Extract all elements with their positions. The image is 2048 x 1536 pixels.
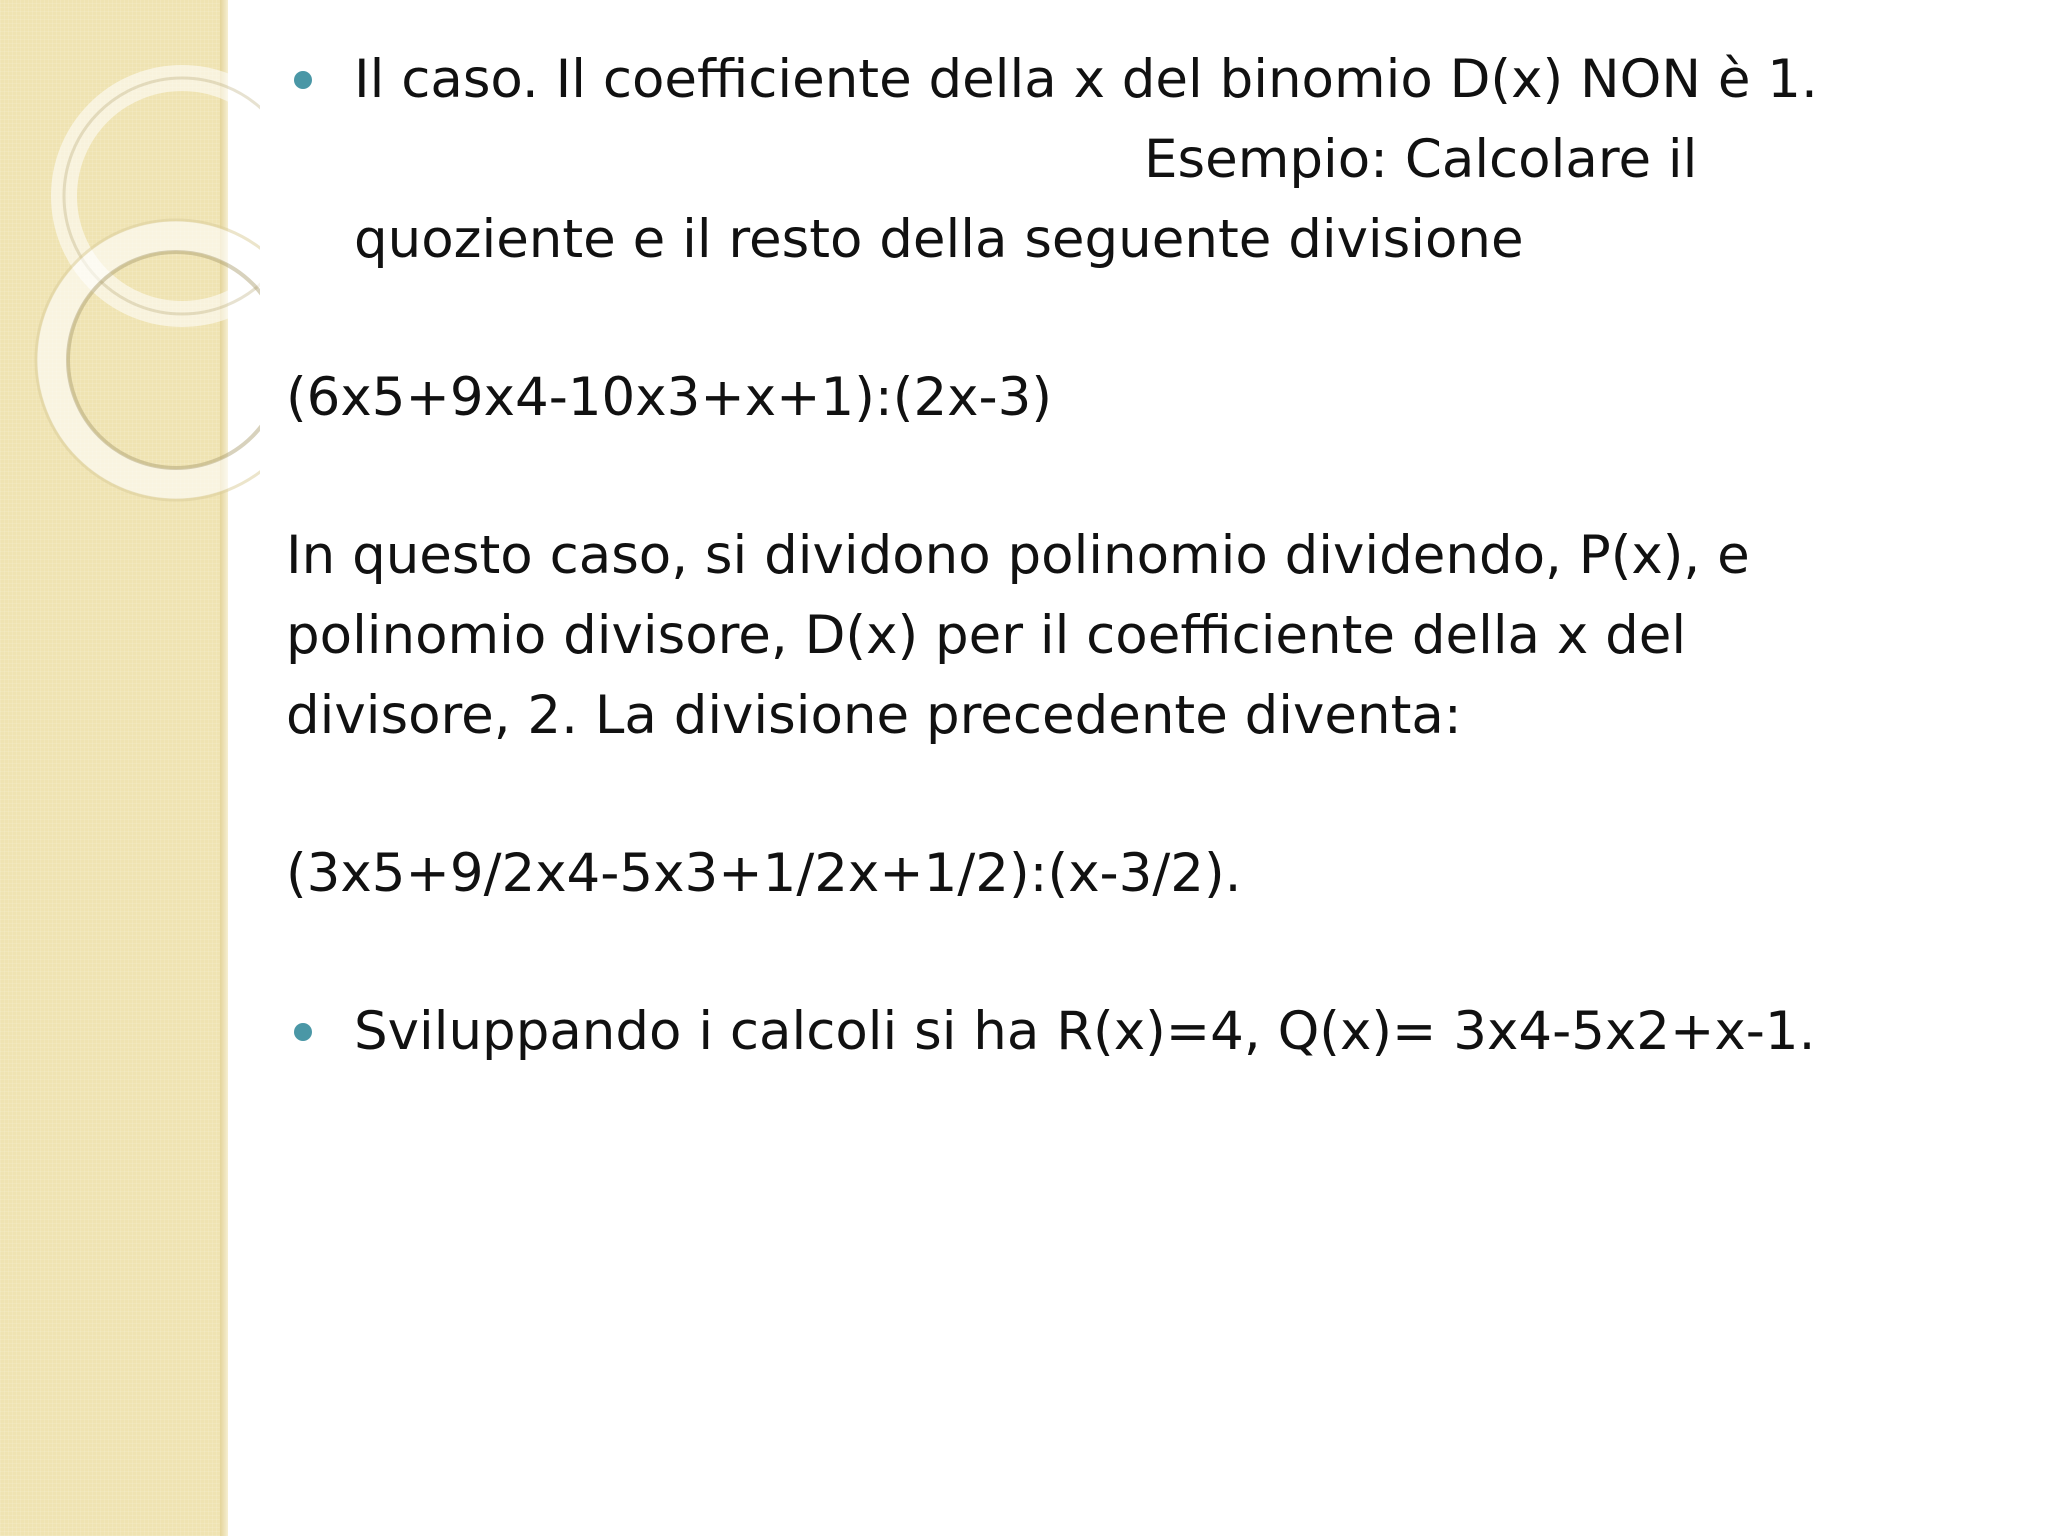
bullet-item-case xyxy=(286,40,1986,280)
case-line-2: Esempio: Calcolare il xyxy=(1144,129,1698,190)
slide-content xyxy=(286,40,1986,1072)
explanation-paragraph xyxy=(286,516,1986,756)
explanation-line-2: polinomio divisore, D(x) per il coefficiente della x del xyxy=(286,605,1687,666)
bullet-icon xyxy=(294,1023,312,1041)
case-line-3: quoziente e il resto della seguente divisione xyxy=(354,209,1524,270)
bullet-item-result xyxy=(286,992,1986,1072)
division-expression: (6x5+9x4-10x3+x+1):(2x-3) xyxy=(286,367,1053,428)
bullet-icon xyxy=(294,71,312,89)
result-text: Sviluppando i calcoli si ha R(x)=4, Q(x)= 3x4-5x2+x-1. xyxy=(354,1001,1816,1062)
case-line-1: Il caso. Il coefficiente della x del binomio D(x) NON è 1. xyxy=(354,49,1818,110)
decorative-rings xyxy=(0,0,260,520)
transformed-expression: (3x5+9/2x4-5x3+1/2x+1/2):(x-3/2). xyxy=(286,843,1242,904)
explanation-line-1: In questo caso, si dividono polinomio dividendo, P(x), e xyxy=(286,525,1750,586)
explanation-line-3: divisore, 2. La divisione precedente diventa: xyxy=(286,685,1462,746)
